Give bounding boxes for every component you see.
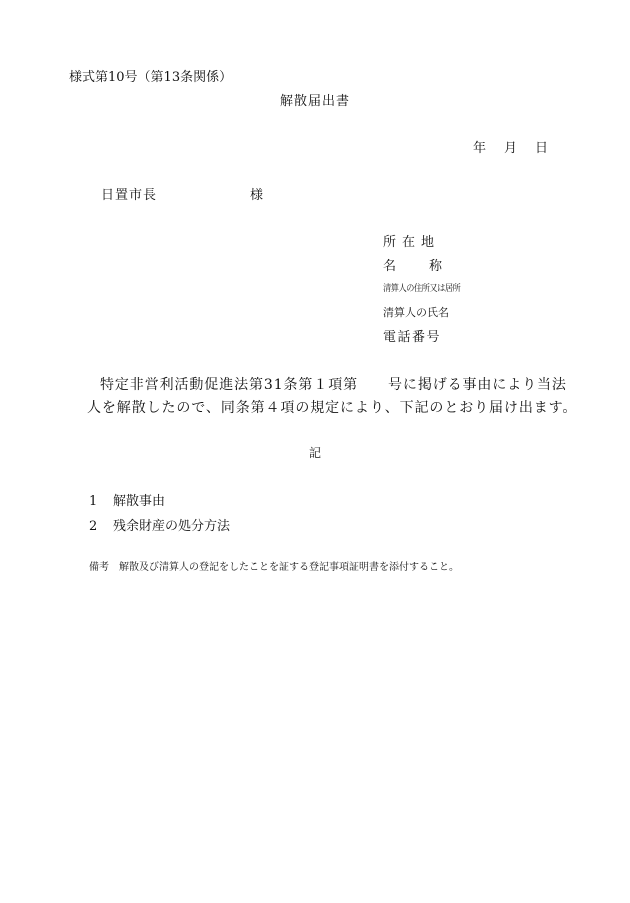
body-text-part-2: 号に掲げる事由により当法 [388, 377, 567, 393]
addressee: 日置市長 [101, 188, 158, 203]
item-number: 2 [89, 519, 98, 534]
field-address: 所在地 [383, 235, 441, 250]
field-phone: 電話番号 [383, 330, 442, 345]
date-month: 月 [504, 141, 518, 156]
list-item [89, 515, 230, 534]
field-name: 名称 [383, 259, 476, 274]
body-text-line-2: 人を解散したので、同条第４項の規定により、下記のとおり届け出ます。 [87, 400, 578, 416]
form-number: 様式第10号（第13条関係） [69, 70, 233, 85]
ki-heading: 記 [309, 446, 322, 460]
list-item [89, 490, 165, 509]
document-title: 解散届出書 [280, 94, 351, 109]
date-line [473, 137, 548, 156]
honorific: 様 [250, 188, 264, 203]
item-label: 残余財産の処分方法 [113, 519, 231, 534]
remarks-text: 解散及び清算人の登記をしたことを証する登記事項証明書を添付すること。 [119, 562, 459, 573]
field-liquidator-address: 清算人の住所又は居所 [383, 284, 461, 294]
body-text-part-1: 特定非営利活動促進法第31条第１項第 [100, 377, 359, 393]
item-label: 解散事由 [113, 494, 166, 509]
item-number: 1 [89, 494, 98, 509]
body-text-line-1 [100, 374, 567, 394]
remarks-label: 備考 [89, 562, 109, 573]
date-day: 日 [535, 141, 549, 156]
remarks [89, 558, 459, 573]
field-liquidator-name: 清算人の氏名 [383, 306, 449, 319]
date-year: 年 [473, 141, 487, 156]
